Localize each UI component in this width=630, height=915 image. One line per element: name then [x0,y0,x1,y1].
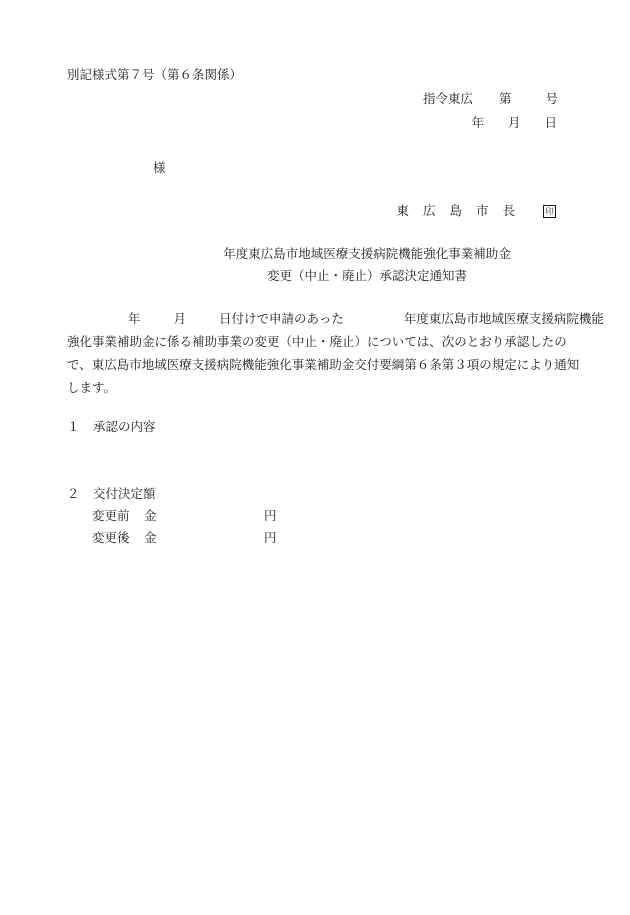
reference-dai: 第 [498,91,512,106]
amount-yen: 円 [264,508,277,523]
notice-body [67,307,604,399]
body-month: 月 [173,311,187,326]
date-year: 年 [471,115,484,130]
issuer-char: 広 [422,203,436,218]
form-label: 別記様式第７号（第６条関係） [67,67,243,82]
section-grant-amount [67,486,156,502]
body-line-2: 強化事業補助金に係る補助事業の変更（中止・廃止）については、次のとおり承認したの [67,334,567,349]
amount-before-row [92,508,277,524]
amount-kin: 金 [144,530,157,545]
reference-go: 号 [545,91,558,106]
issuer-char: 東 [396,203,409,218]
reference-number [423,91,558,107]
section-approval-content [67,419,156,435]
body-line-4: します。 [67,380,117,395]
recipient-suffix: 様 [153,160,166,175]
amount-label: 変更後 [92,530,130,545]
section-number: ２ [67,486,80,501]
section-label: 承認の内容 [93,419,156,434]
section-label: 交付決定額 [93,486,156,501]
issue-date [471,115,557,131]
body-applied: 日付けで申請のあった [219,311,344,326]
date-day: 日 [544,115,557,130]
section-number: １ [67,419,80,434]
document-title-line2: 変更（中止・廃止）承認決定通知書 [266,268,467,283]
document-title-line1: 年度東広島市地域医療支援病院機能強化事業補助金 [223,246,511,261]
reference-prefix: 指令東広 [422,91,473,106]
issuer-char: 島 [449,203,462,218]
issuer-char: 長 [502,203,515,218]
issuer-char: 市 [475,203,489,218]
amount-yen: 円 [264,530,277,545]
amount-after-row [92,530,277,546]
seal-mark: 印 [543,205,556,218]
body-line-3: で、東広島市地域医療支援病院機能強化事業補助金交付要綱第６条第３項の規定により通知 [67,357,580,372]
amount-label: 変更前 [92,508,130,523]
date-month: 月 [507,115,521,130]
body-line-1 [67,307,604,330]
body-tail: 年度東広島市地域医療支援病院機能 [403,311,604,326]
amount-kin: 金 [144,508,157,523]
body-year: 年 [128,311,141,326]
issuer-mayor [396,203,556,219]
